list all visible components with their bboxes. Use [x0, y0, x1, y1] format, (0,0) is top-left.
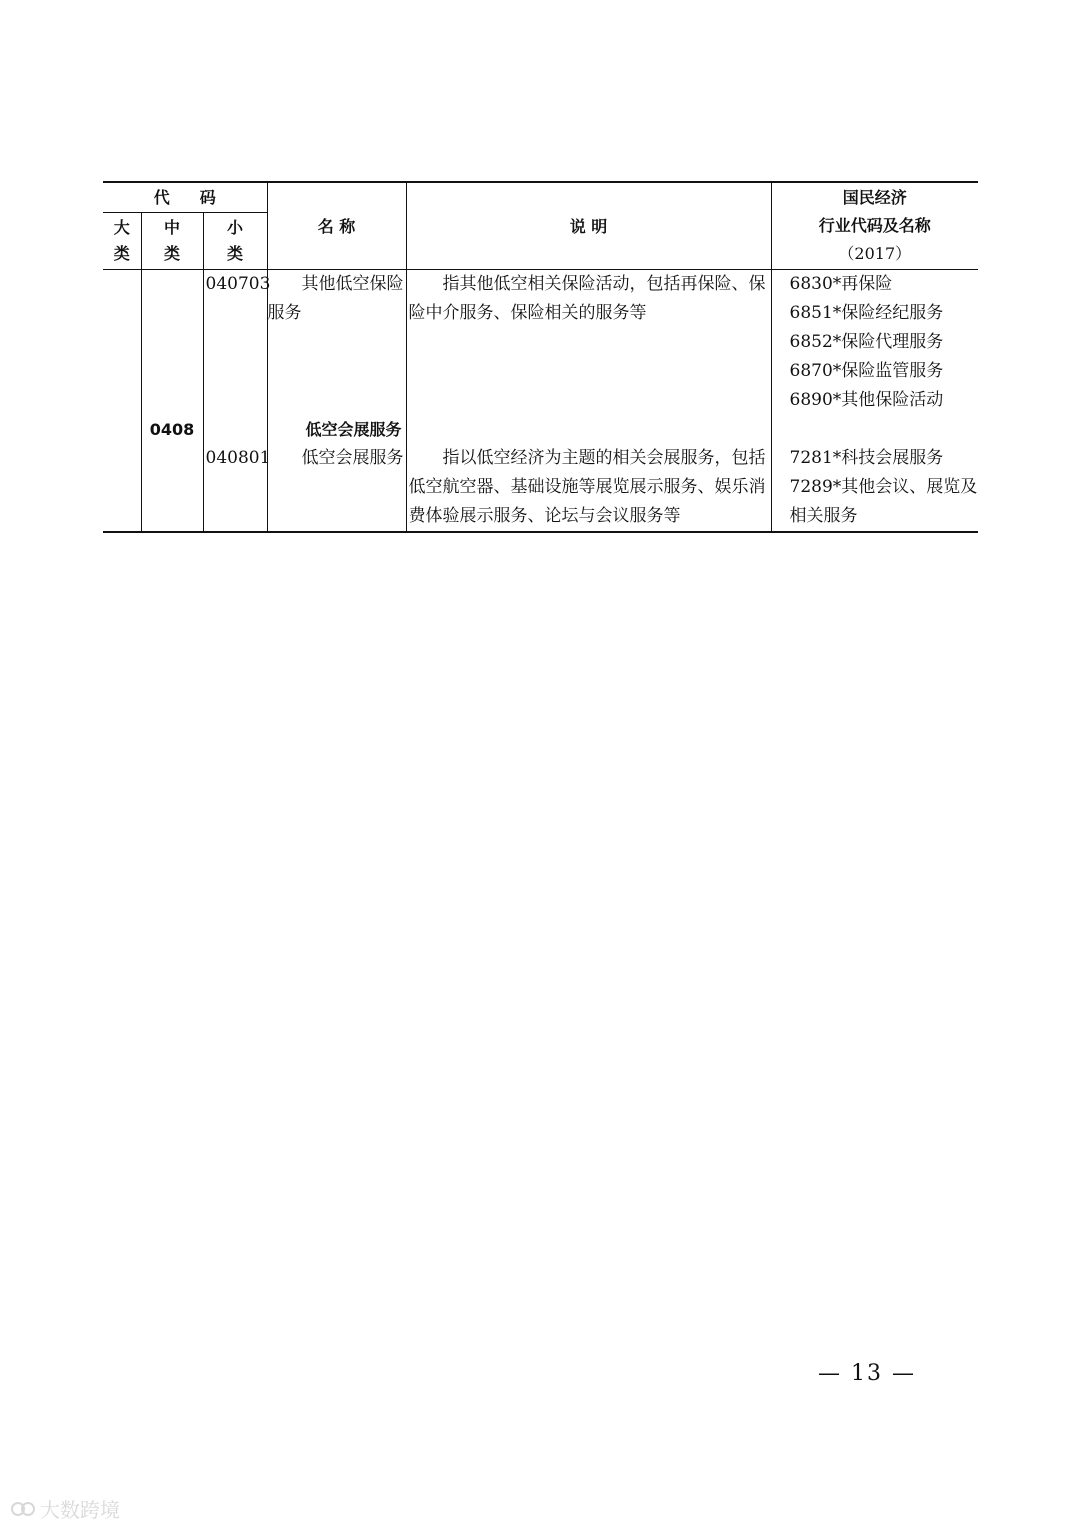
header-code: 代码	[103, 182, 267, 213]
middle-code-0408: 0408	[141, 415, 203, 444]
watermark-logo-icon	[10, 1499, 36, 1519]
description-cell: 指其他低空相关保险活动，包括再保险、保险中介服务、保险相关的服务等	[406, 270, 771, 416]
header-national-line3: （2017）	[838, 244, 912, 263]
cell-middle	[141, 270, 203, 416]
national-codes-cell	[771, 444, 978, 532]
name-cell: 低空会展服务	[267, 444, 406, 532]
header-name: 名 称	[267, 182, 406, 270]
classification-table	[103, 181, 978, 533]
national-code-item: 7281*科技会展服务	[789, 448, 944, 468]
classification-table-wrapper	[103, 181, 978, 533]
cell-national	[771, 415, 978, 444]
national-code-item: 6890*其他保险活动	[789, 390, 944, 410]
minor-code-040801: 040801	[203, 444, 267, 532]
table-row	[103, 415, 978, 444]
national-code-item: 6830*再保险	[789, 274, 893, 294]
watermark	[10, 1494, 120, 1523]
category-name: 低空会展服务	[267, 415, 406, 444]
cell-major	[103, 415, 141, 444]
cell-description	[406, 415, 771, 444]
header-major: 大 类	[103, 213, 141, 270]
minor-code-040703: 040703	[203, 270, 267, 416]
national-codes-cell	[771, 270, 978, 416]
header-minor: 小 类	[203, 213, 267, 270]
header-national-code	[771, 182, 978, 270]
cell-major	[103, 444, 141, 532]
national-code-item: 6852*保险代理服务	[789, 332, 944, 352]
table-row	[103, 270, 978, 416]
header-national-line1: 国民经济	[842, 188, 907, 207]
cell-minor	[203, 415, 267, 444]
watermark-text: 大数跨境	[40, 1498, 120, 1522]
cell-major	[103, 270, 141, 416]
header-middle: 中 类	[141, 213, 203, 270]
national-code-item: 6870*保险监管服务	[789, 361, 944, 381]
header-description: 说 明	[406, 182, 771, 270]
table-row	[103, 444, 978, 532]
page-number: — 13 —	[818, 1361, 916, 1386]
description-cell: 指以低空经济为主题的相关会展服务，包括低空航空器、基础设施等展览展示服务、娱乐消费体验展示服务、论坛与会议服务等	[406, 444, 771, 532]
name-cell: 其他低空保险服务	[267, 270, 406, 416]
national-code-item: 7289*其他会议、展览及相关服务	[789, 477, 978, 526]
cell-middle	[141, 444, 203, 532]
national-code-item: 6851*保险经纪服务	[789, 303, 944, 323]
header-national-line2: 行业代码及名称	[818, 216, 931, 235]
